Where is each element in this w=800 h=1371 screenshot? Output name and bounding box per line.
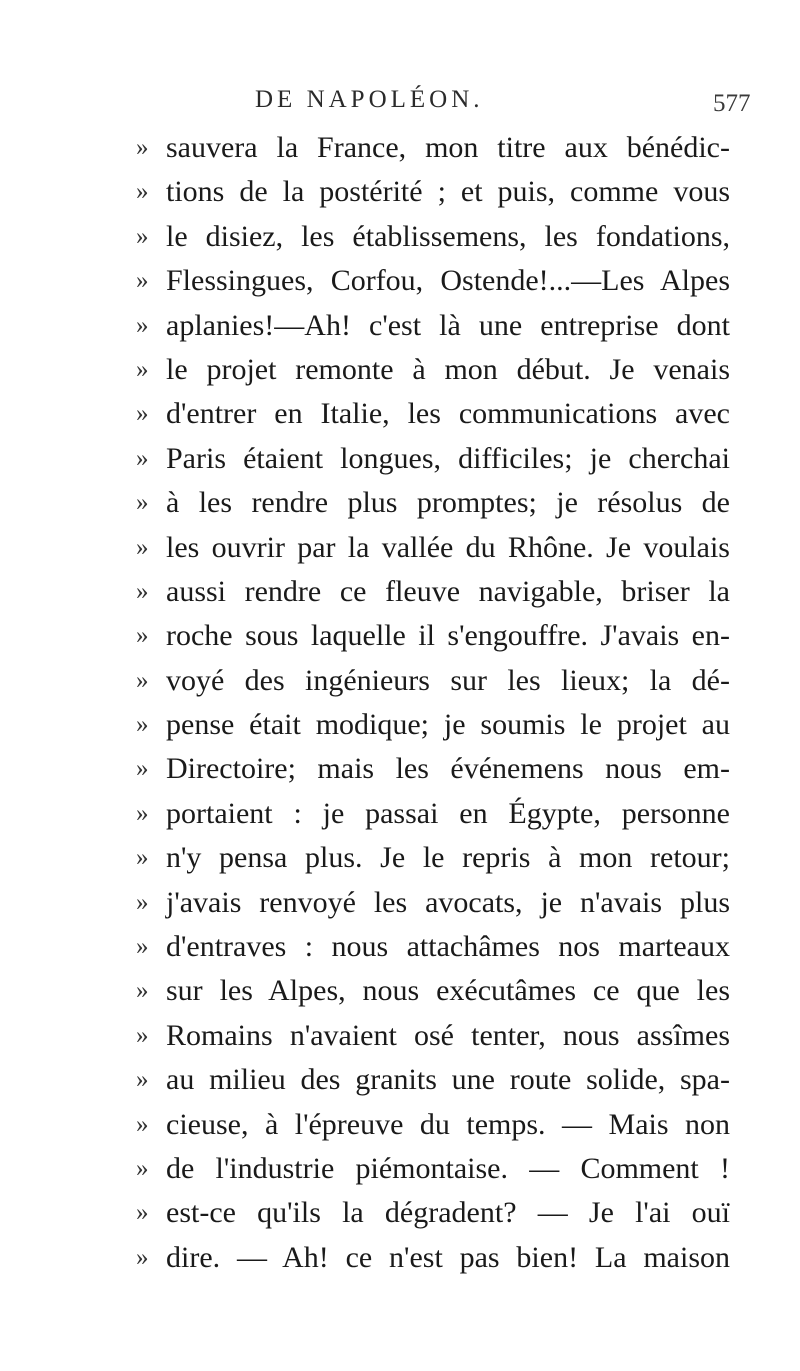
text-line [0, 172, 800, 216]
line-text: Paris étaient longues, difficiles; je cherchai [166, 441, 730, 475]
text-line [0, 261, 800, 305]
text-line [0, 483, 800, 527]
text-line [0, 528, 800, 572]
quote-mark: » [136, 533, 149, 561]
running-title: DE NAPOLÉON. [255, 86, 484, 113]
text-line [0, 217, 800, 261]
line-text: n'y pensa plus. Je le repris à mon retour; [166, 841, 730, 875]
text-line [0, 705, 800, 749]
quote-mark: » [136, 799, 149, 827]
line-text: dire. — Ah! ce n'est pas bien! La maison [166, 1240, 730, 1274]
quote-mark: » [136, 134, 149, 161]
page-header [0, 80, 800, 120]
quote-mark: » [136, 844, 149, 872]
line-text: cieuse, à l'épreuve du temps. — Mais non [166, 1107, 730, 1141]
text-line [0, 572, 800, 616]
quote-mark: » [136, 1021, 149, 1049]
line-text: Romains n'avaient osé tenter, nous assîmes [166, 1018, 730, 1052]
line-text: les ouvrir par la vallée du Rhône. Je voulais [166, 530, 730, 564]
text-line [0, 1105, 800, 1149]
text-line [0, 794, 800, 838]
quote-mark: » [136, 355, 149, 383]
line-text: de l'industrie piémontaise. — Comment ! [166, 1151, 730, 1185]
quote-mark: » [136, 178, 149, 206]
line-text: est-ce qu'ils la dégradent? — Je l'ai ouï [166, 1196, 730, 1230]
text-line [0, 1238, 800, 1282]
quote-mark: » [136, 489, 149, 517]
quote-mark: » [136, 755, 149, 783]
quote-mark: » [136, 1199, 149, 1227]
text-line [0, 306, 800, 350]
quote-mark: » [136, 222, 149, 250]
text-line [0, 661, 800, 705]
quote-mark: » [136, 977, 149, 1005]
line-text: au milieu des granits une route solide, spa- [166, 1063, 730, 1097]
quote-mark: » [136, 400, 149, 428]
text-line [0, 350, 800, 394]
quote-mark: » [136, 1110, 149, 1138]
line-text: Directoire; mais les événemens nous em- [166, 752, 730, 786]
body-text [0, 128, 800, 1282]
quote-mark: » [136, 311, 149, 339]
text-line [0, 927, 800, 971]
quote-mark: » [136, 444, 149, 472]
text-line [0, 616, 800, 660]
line-text: à les rendre plus promptes; je résolus de [166, 486, 730, 520]
line-text: aussi rendre ce fleuve navigable, briser la [166, 574, 730, 608]
quote-mark: » [136, 711, 149, 739]
quote-mark: » [136, 1066, 149, 1094]
line-text: le disiez, les établissemens, les fondations, [166, 219, 730, 253]
text-line [0, 1060, 800, 1104]
line-text: le projet remonte à mon début. Je venais [166, 352, 730, 386]
line-text: portaient : je passai en Égypte, personne [166, 796, 730, 830]
quote-mark: » [136, 1243, 149, 1271]
quote-mark: » [136, 577, 149, 605]
line-text: d'entrer en Italie, les communications avec [166, 397, 730, 431]
line-text: sauvera la France, mon titre aux bénédic- [166, 131, 730, 164]
line-text: j'avais renvoyé les avocats, je n'avais plus [166, 885, 730, 919]
line-text: aplanies!—Ah! c'est là une entreprise dont [166, 308, 730, 342]
text-line [0, 394, 800, 438]
line-text: tions de la postérité ; et puis, comme vous [166, 175, 730, 209]
line-text: d'entraves : nous attachâmes nos marteaux [166, 930, 730, 964]
text-line [0, 883, 800, 927]
quote-mark: » [136, 1154, 149, 1182]
text-line [0, 749, 800, 793]
quote-mark: » [136, 933, 149, 961]
text-line [0, 1149, 800, 1193]
quote-mark: » [136, 666, 149, 694]
text-line [0, 1193, 800, 1237]
quote-mark: » [136, 622, 149, 650]
quote-mark: » [136, 888, 149, 916]
line-text: Flessingues, Corfou, Ostende!...—Les Alpes [166, 264, 730, 298]
text-line [0, 1016, 800, 1060]
quote-mark: » [136, 267, 149, 295]
text-line [0, 128, 800, 172]
line-text: roche sous laquelle il s'engouffre. J'avais en- [166, 619, 730, 653]
line-text: pense était modique; je soumis le projet au [166, 708, 730, 742]
page-number: 577 [713, 90, 751, 117]
text-line [0, 838, 800, 882]
line-text: voyé des ingénieurs sur les lieux; la dé- [166, 663, 730, 697]
line-text: sur les Alpes, nous exécutâmes ce que les [166, 974, 730, 1008]
text-line [0, 971, 800, 1015]
text-line [0, 439, 800, 483]
